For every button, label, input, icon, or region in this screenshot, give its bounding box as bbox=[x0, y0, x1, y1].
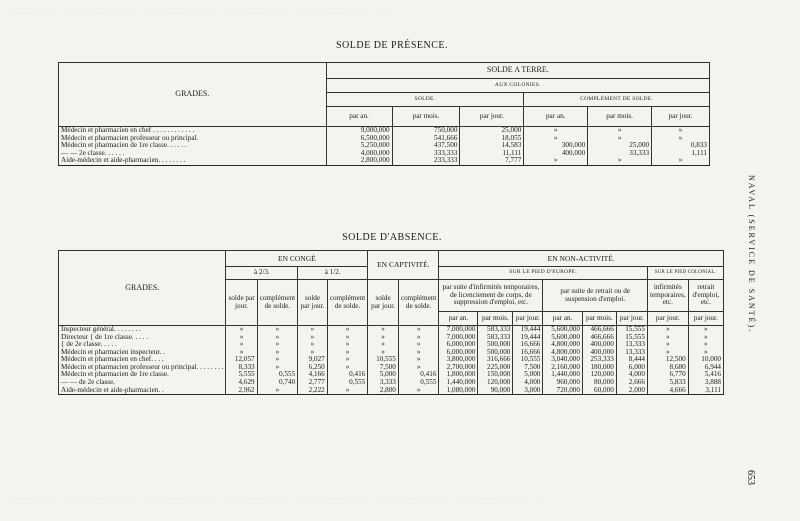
absence-cell: 1,440,000 bbox=[439, 379, 478, 387]
presence-cell: » bbox=[524, 135, 588, 143]
absence-cell: 10,555 bbox=[513, 356, 543, 364]
absence-title: SOLDE D'ABSENCE. bbox=[342, 232, 442, 243]
presence-cell: 1,111 bbox=[652, 150, 710, 158]
absence-cell: 90,000 bbox=[478, 387, 513, 395]
absence-cell: » bbox=[647, 334, 688, 342]
absence-cell: 1,440,000 bbox=[543, 371, 583, 379]
absence-cell: » bbox=[257, 334, 298, 342]
absence-cell: 1,080,000 bbox=[439, 387, 478, 395]
presence-title: SOLDE DE PRÉSENCE. bbox=[335, 40, 449, 51]
presence-cell: » bbox=[524, 127, 588, 135]
absence-cell: 10,555 bbox=[368, 356, 399, 364]
presence-cell: 437,500 bbox=[392, 142, 460, 150]
absence-cell: 15,555 bbox=[616, 326, 647, 334]
absence-cell: » bbox=[398, 387, 439, 395]
absence-cell: 5,555 bbox=[226, 371, 257, 379]
presence-table bbox=[58, 62, 710, 166]
absence-moitie-header: à 1/2. bbox=[298, 267, 368, 280]
absence-cell: 5,833 bbox=[647, 379, 688, 387]
presence-table-row bbox=[59, 157, 710, 165]
absence-cell: » bbox=[398, 341, 439, 349]
absence-cell: 180,000 bbox=[582, 364, 616, 372]
absence-cell: 5,600,000 bbox=[543, 334, 583, 342]
absence-cell: 2,700,000 bbox=[439, 364, 478, 372]
absence-cell: 3,040,000 bbox=[543, 356, 583, 364]
absence-cell: » bbox=[327, 356, 368, 364]
absence-table-body bbox=[59, 326, 724, 395]
absence-cell: 16,666 bbox=[513, 349, 543, 357]
absence-cell: 16,666 bbox=[513, 341, 543, 349]
presence-cell: 400,000 bbox=[524, 150, 588, 158]
absence-cell: » bbox=[327, 334, 368, 342]
presence-col-comp-par-an: par an. bbox=[524, 107, 588, 127]
absence-cell: » bbox=[398, 356, 439, 364]
absence-cell: 7,000,000 bbox=[439, 334, 478, 342]
absence-cell: 120,000 bbox=[582, 371, 616, 379]
absence-cell: » bbox=[257, 356, 298, 364]
absence-cell: » bbox=[257, 341, 298, 349]
bottom-edge-marks: · · · · · · · · · · · · · · · · · · · · · · · · · · · · · · · · · · · · · · · · · · · · · · · · · · · · · · · · · · · · bbox=[10, 497, 541, 501]
absence-col-colonial-ret-par-jour: par jour. bbox=[688, 312, 723, 326]
absence-cell: » bbox=[257, 387, 298, 395]
absence-cell: 80,000 bbox=[582, 379, 616, 387]
absence-cell: 19,444 bbox=[513, 334, 543, 342]
absence-cell: 0,555 bbox=[257, 371, 298, 379]
absence-cell: 4,166 bbox=[298, 371, 328, 379]
presence-table-body bbox=[59, 127, 710, 166]
presence-col-par-mois: par mois. bbox=[392, 107, 460, 127]
presence-terre-header: SOLDE A TERRE. bbox=[326, 63, 709, 79]
absence-cell: 6,250 bbox=[298, 364, 328, 372]
absence-col-ret-par-jour: par jour. bbox=[616, 312, 647, 326]
absence-cell: » bbox=[327, 387, 368, 395]
absence-col-solde-captivite: solde par jour. bbox=[368, 280, 399, 326]
absence-cell: » bbox=[327, 364, 368, 372]
absence-table bbox=[58, 250, 724, 395]
absence-cell: 4,000 bbox=[616, 371, 647, 379]
absence-cell: 4,800,000 bbox=[543, 341, 583, 349]
presence-row-grade: — — 2e classe. . . . . . bbox=[59, 150, 327, 158]
absence-cell: 6,000,000 bbox=[439, 341, 478, 349]
absence-cell: 253,333 bbox=[582, 356, 616, 364]
absence-cell: 2,222 bbox=[298, 387, 328, 395]
absence-cell: 6,000 bbox=[616, 364, 647, 372]
presence-cell: 14,583 bbox=[460, 142, 524, 150]
presence-cell: 5,250,000 bbox=[326, 142, 392, 150]
absence-col-retrait: retrait d'emploi, etc. bbox=[688, 280, 723, 312]
absence-cell: 0,555 bbox=[398, 379, 439, 387]
absence-cell: 3,333 bbox=[368, 379, 399, 387]
presence-col-par-jour: par jour. bbox=[460, 107, 524, 127]
page-number: 653 bbox=[745, 470, 756, 485]
absence-cell: 466,666 bbox=[582, 326, 616, 334]
presence-col-comp-par-mois: par mois. bbox=[588, 107, 652, 127]
absence-cell: 583,333 bbox=[478, 326, 513, 334]
absence-row-grade: Aide-médecin et aide-pharmacien. . bbox=[59, 387, 226, 395]
absence-cell: 5,416 bbox=[688, 371, 723, 379]
presence-cell: 233,333 bbox=[392, 157, 460, 165]
presence-cell: 2,800,000 bbox=[326, 157, 392, 165]
absence-cell: 7,000,000 bbox=[439, 326, 478, 334]
absence-cell: 120,000 bbox=[478, 379, 513, 387]
absence-cell: 720,000 bbox=[543, 387, 583, 395]
absence-row-grade: Médecin et pharmacien de 1re classe. bbox=[59, 371, 226, 379]
absence-cell: » bbox=[257, 326, 298, 334]
absence-cell: 8,444 bbox=[616, 356, 647, 364]
absence-col-solde-2-3: solde par jour. bbox=[226, 280, 257, 326]
presence-row-grade: Aide-médecin et aide-pharmacien. . . . . . . . bbox=[59, 157, 327, 165]
absence-col-inf-par-mois: par mois. bbox=[478, 312, 513, 326]
presence-cell: » bbox=[524, 157, 588, 165]
absence-cell: » bbox=[298, 349, 328, 357]
top-edge-marks: · · · · · · · · · · · · · · · · · · · · · · · · · · · · · · · · · · · · · · · · · · · bbox=[10, 12, 390, 16]
absence-row-grade: Médecin et pharmacien professeur ou principal. . . . . . . . bbox=[59, 364, 226, 372]
absence-cell: » bbox=[398, 364, 439, 372]
absence-cell: 7,500 bbox=[368, 364, 399, 372]
absence-cell: 4,666 bbox=[647, 387, 688, 395]
absence-colonial-header: SUR LE PIED COLONIAL. bbox=[647, 267, 723, 280]
absence-cell: » bbox=[298, 341, 328, 349]
presence-cell: 18,055 bbox=[460, 135, 524, 143]
presence-solde-header: SOLDE. bbox=[326, 93, 524, 107]
absence-cell: 960,000 bbox=[543, 379, 583, 387]
absence-cell: 4,629 bbox=[226, 379, 257, 387]
absence-cell: 3,888 bbox=[688, 379, 723, 387]
absence-europe-header: SUR LE PIED D'EUROPE. bbox=[439, 267, 648, 280]
absence-cell: » bbox=[398, 326, 439, 334]
absence-cell: 13,333 bbox=[616, 341, 647, 349]
absence-col-complement-captivite: complément de solde. bbox=[398, 280, 439, 326]
absence-cell: » bbox=[368, 341, 399, 349]
absence-cell: » bbox=[298, 334, 328, 342]
absence-row-grade: — — de 2e classe. bbox=[59, 379, 226, 387]
absence-cell: 0,416 bbox=[327, 371, 368, 379]
absence-row-grade: Directeur { de 1re classe. . . . . bbox=[59, 334, 226, 342]
absence-cell: 1,800,000 bbox=[439, 371, 478, 379]
presence-col-par-an: par an. bbox=[326, 107, 392, 127]
absence-cell: 400,000 bbox=[582, 341, 616, 349]
absence-cell: » bbox=[368, 349, 399, 357]
absence-cell: » bbox=[298, 326, 328, 334]
absence-conge-header: EN CONGÉ bbox=[226, 251, 368, 267]
absence-retrait-header: par suite de retrait ou de suspension d'emploi. bbox=[543, 280, 648, 312]
absence-cell: 15,555 bbox=[616, 334, 647, 342]
absence-row-grade: Médecin et pharmacien inspecteur. . bbox=[59, 349, 226, 357]
absence-cell: » bbox=[327, 349, 368, 357]
absence-cell: 7,500 bbox=[513, 364, 543, 372]
absence-cell: 500,000 bbox=[478, 349, 513, 357]
presence-cell: » bbox=[652, 135, 710, 143]
absence-cell: 0,416 bbox=[398, 371, 439, 379]
absence-cell: 5,600,000 bbox=[543, 326, 583, 334]
absence-col-solde-1-2: solde par jour. bbox=[298, 280, 328, 326]
absence-cell: » bbox=[257, 349, 298, 357]
absence-col-inf-par-an: par an. bbox=[439, 312, 478, 326]
absence-cell: 2,777 bbox=[298, 379, 328, 387]
absence-non-activite-header: EN NON-ACTIVITÉ. bbox=[439, 251, 724, 267]
absence-cell: » bbox=[688, 349, 723, 357]
absence-cell: 9,027 bbox=[298, 356, 328, 364]
absence-captivite-header: EN CAPTIVITÉ. bbox=[368, 251, 439, 280]
absence-cell: 2,800 bbox=[368, 387, 399, 395]
absence-cell: » bbox=[226, 341, 257, 349]
absence-cell: 4,800,000 bbox=[543, 349, 583, 357]
absence-cell: 2,000 bbox=[616, 387, 647, 395]
absence-cell: » bbox=[327, 326, 368, 334]
absence-col-inf-par-jour: par jour. bbox=[513, 312, 543, 326]
absence-cell: 3,111 bbox=[688, 387, 723, 395]
presence-cell: » bbox=[588, 127, 652, 135]
presence-cell: 9,000,000 bbox=[326, 127, 392, 135]
absence-cell: 5,000 bbox=[368, 371, 399, 379]
presence-cell: 300,000 bbox=[524, 142, 588, 150]
absence-col-ret-par-an: par an. bbox=[543, 312, 583, 326]
absence-cell: 8,680 bbox=[647, 364, 688, 372]
absence-cell: 4,000 bbox=[513, 379, 543, 387]
absence-cell: » bbox=[688, 341, 723, 349]
absence-cell: 10,000 bbox=[688, 356, 723, 364]
absence-col-ret-par-mois: par mois. bbox=[582, 312, 616, 326]
absence-cell: » bbox=[368, 326, 399, 334]
absence-cell: 3,000 bbox=[513, 387, 543, 395]
presence-complement-header: COMPLÉMENT DE SOLDE. bbox=[524, 93, 710, 107]
side-running-header: NAVAL (SERVICE DE SANTÉ). bbox=[747, 175, 756, 334]
absence-cell: 6,000,000 bbox=[439, 349, 478, 357]
presence-cell: 0,833 bbox=[652, 142, 710, 150]
absence-cell: » bbox=[398, 334, 439, 342]
presence-cell: » bbox=[652, 127, 710, 135]
absence-cell: 400,000 bbox=[582, 349, 616, 357]
absence-cell: » bbox=[688, 326, 723, 334]
absence-cell: » bbox=[398, 349, 439, 357]
absence-cell: 2,160,000 bbox=[543, 364, 583, 372]
absence-cell: 316,666 bbox=[478, 356, 513, 364]
absence-cell: » bbox=[688, 334, 723, 342]
absence-cell: 2,962 bbox=[226, 387, 257, 395]
absence-col-colonial-inf-par-jour: par jour. bbox=[647, 312, 688, 326]
absence-cell: 583,333 bbox=[478, 334, 513, 342]
presence-cell: 25,000 bbox=[588, 142, 652, 150]
absence-cell: » bbox=[368, 334, 399, 342]
absence-cell: 5,000 bbox=[513, 371, 543, 379]
absence-cell: 500,000 bbox=[478, 341, 513, 349]
presence-cell: 541,666 bbox=[392, 135, 460, 143]
absence-cell: 466,666 bbox=[582, 334, 616, 342]
absence-cell: » bbox=[226, 334, 257, 342]
absence-cell: 12,057 bbox=[226, 356, 257, 364]
presence-cell: » bbox=[652, 157, 710, 165]
absence-table-row bbox=[59, 326, 724, 334]
absence-cell: 13,333 bbox=[616, 349, 647, 357]
presence-cell: 25,000 bbox=[460, 127, 524, 135]
absence-infirmites-header: par suite d'infirmités temporaires, de licenciement de corps, de suppression d'emploi, etc. bbox=[439, 280, 543, 312]
absence-cell: 60,000 bbox=[582, 387, 616, 395]
absence-cell: 150,000 bbox=[478, 371, 513, 379]
presence-row-grade: Médecin et pharmacien professeur ou principal. bbox=[59, 135, 327, 143]
presence-cell: » bbox=[588, 135, 652, 143]
presence-cell: 11,111 bbox=[460, 150, 524, 158]
absence-table-row bbox=[59, 334, 724, 342]
presence-cell: 750,000 bbox=[392, 127, 460, 135]
absence-cell: » bbox=[257, 364, 298, 372]
absence-grades-header: GRADES. bbox=[59, 251, 226, 326]
absence-cell: 0,740 bbox=[257, 379, 298, 387]
presence-col-comp-par-jour: par jour. bbox=[652, 107, 710, 127]
presence-cell: 4,000,000 bbox=[326, 150, 392, 158]
absence-cell: 2,666 bbox=[616, 379, 647, 387]
absence-cell: » bbox=[647, 341, 688, 349]
absence-row-grade: Inspecteur général. . . . . . . . bbox=[59, 326, 226, 334]
absence-cell: 225,000 bbox=[478, 364, 513, 372]
absence-col-infirmites: infirmités temporaires, etc. bbox=[647, 280, 688, 312]
absence-cell: 0,555 bbox=[327, 379, 368, 387]
absence-col-complement-1-2: complément de solde. bbox=[327, 280, 368, 326]
absence-cell: » bbox=[647, 326, 688, 334]
absence-cell: » bbox=[327, 341, 368, 349]
absence-cell: 3,800,000 bbox=[439, 356, 478, 364]
absence-cell: 6,944 bbox=[688, 364, 723, 372]
absence-row-grade: Médecin et pharmacien en chef. . . . bbox=[59, 356, 226, 364]
presence-colonies-header: AUX COLONIES. bbox=[326, 79, 709, 93]
absence-cell: » bbox=[647, 349, 688, 357]
presence-cell: » bbox=[588, 157, 652, 165]
absence-table-row bbox=[59, 387, 724, 395]
presence-cell: 33,333 bbox=[588, 150, 652, 158]
presence-cell: 333,333 bbox=[392, 150, 460, 158]
absence-cell: 6,770 bbox=[647, 371, 688, 379]
absence-cell: 19,444 bbox=[513, 326, 543, 334]
absence-deux-tiers-header: à 2/3. bbox=[226, 267, 298, 280]
absence-cell: 8,333 bbox=[226, 364, 257, 372]
absence-cell: » bbox=[226, 349, 257, 357]
presence-row-grade: Médecin et pharmacien en chef . . . . . . . . . . . . bbox=[59, 127, 327, 135]
presence-cell: 6,500,000 bbox=[326, 135, 392, 143]
presence-cell: 7,777 bbox=[460, 157, 524, 165]
absence-col-complement-2-3: complément de solde. bbox=[257, 280, 298, 326]
absence-cell: » bbox=[226, 326, 257, 334]
absence-cell: 12,500 bbox=[647, 356, 688, 364]
presence-row-grade: Médecin et pharmacien de 1re classe. . . . . . bbox=[59, 142, 327, 150]
absence-row-grade: { de 2e classe. . . . . bbox=[59, 341, 226, 349]
presence-grades-header: GRADES. bbox=[59, 63, 327, 127]
